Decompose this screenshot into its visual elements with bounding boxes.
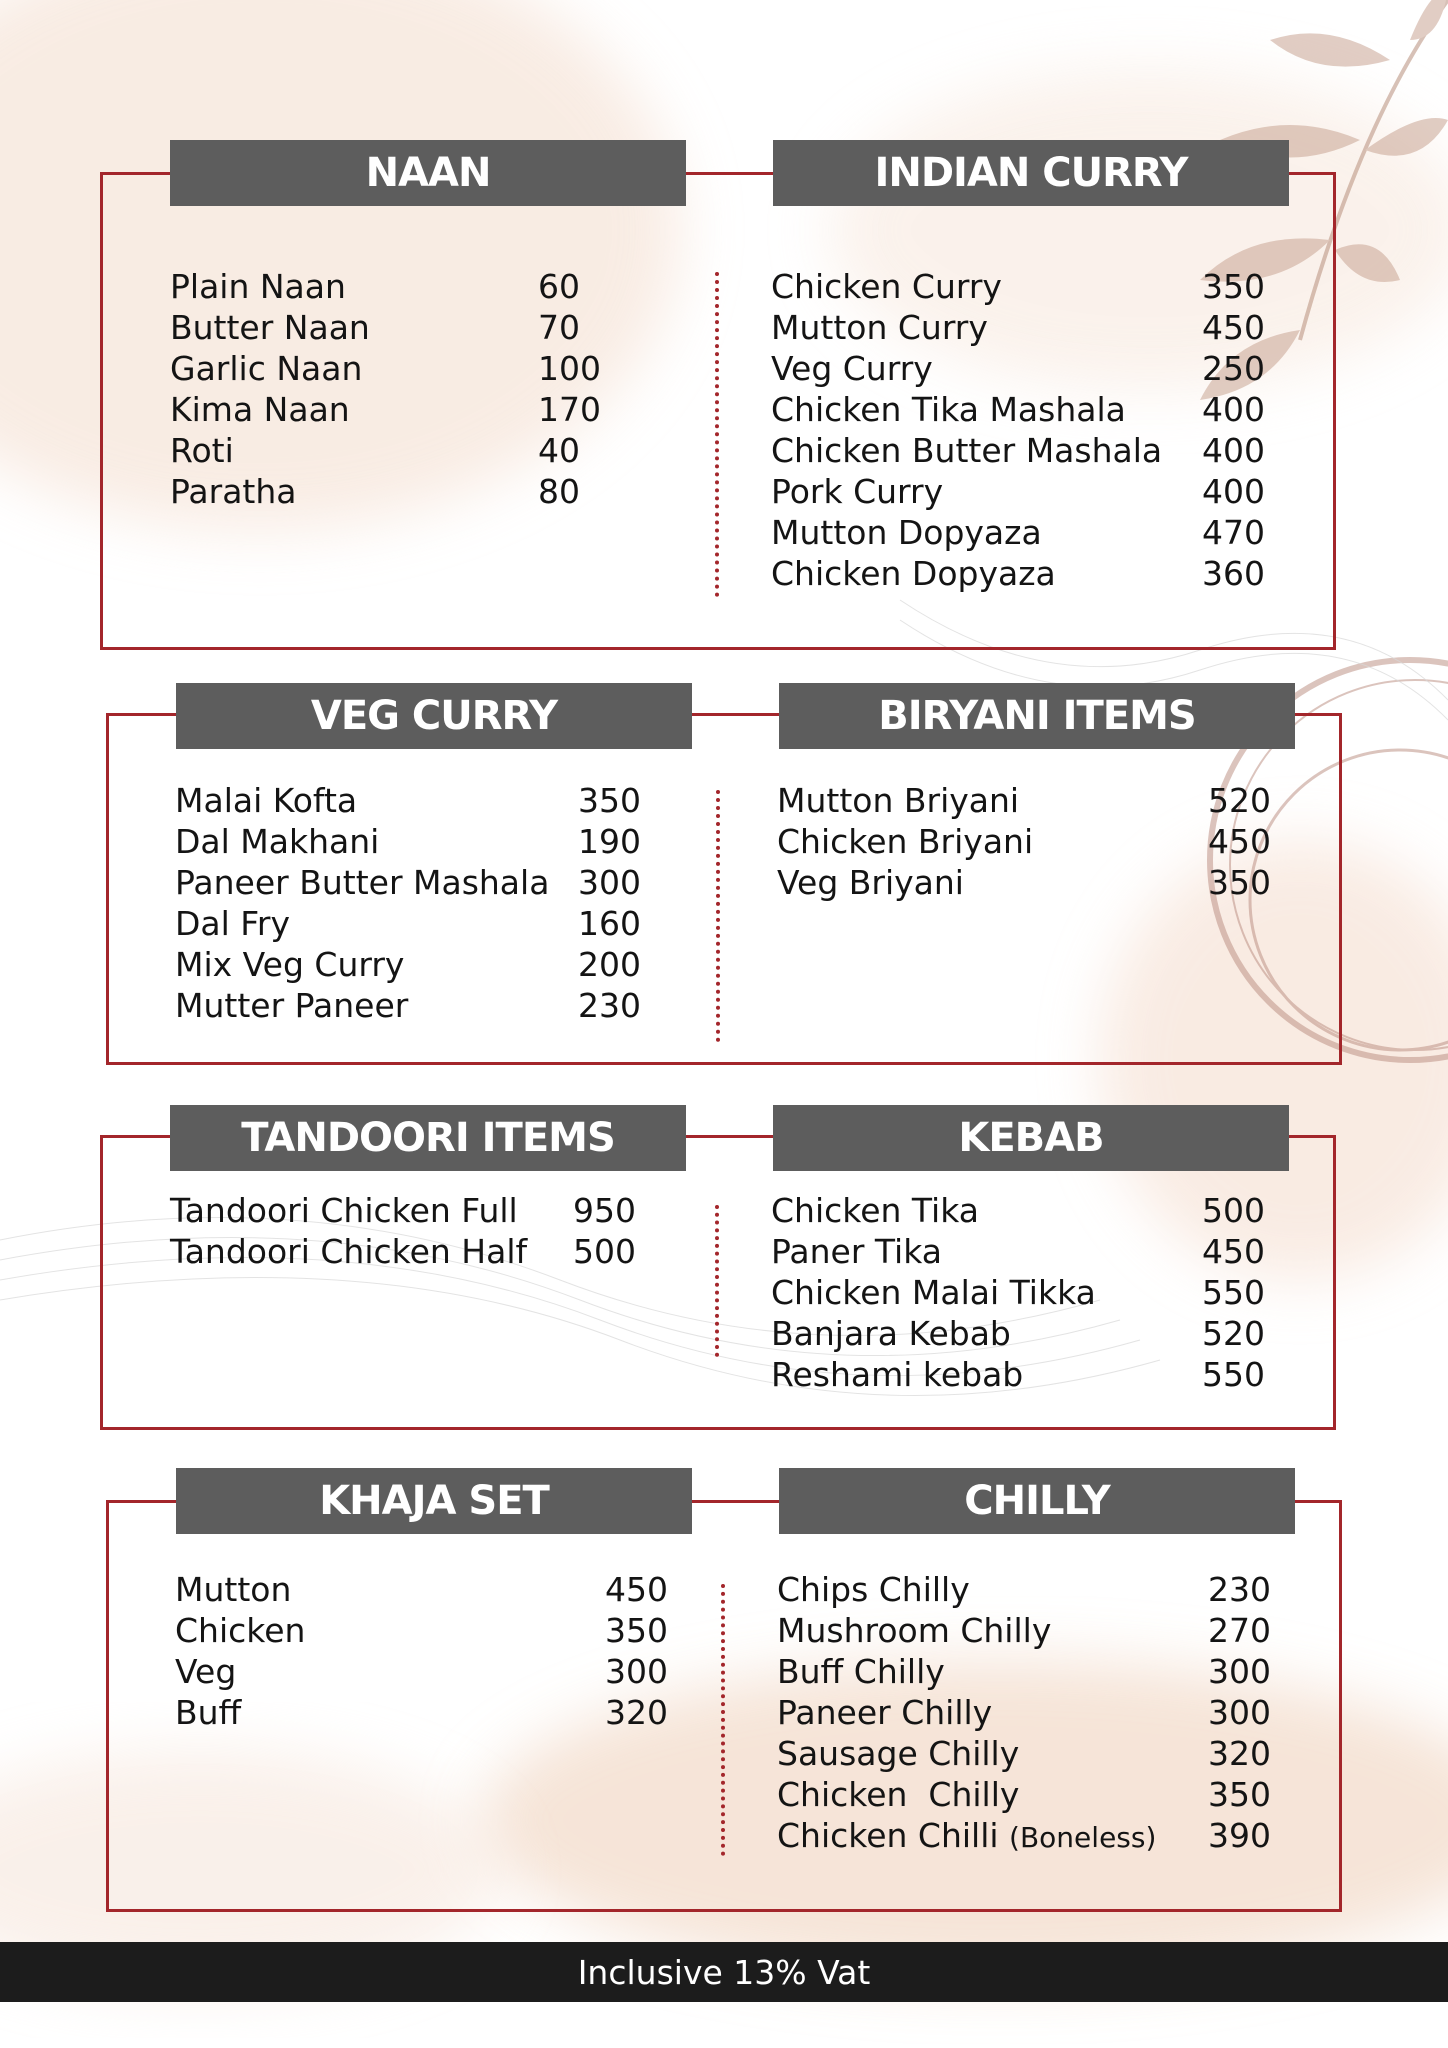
section-title: KHAJA SET — [176, 1468, 692, 1534]
item-price: 500 — [573, 1232, 636, 1271]
item-name: Butter Naan — [170, 308, 370, 347]
item-name: Pork Curry — [771, 472, 944, 511]
item-note: (Boneless) — [1009, 1821, 1157, 1854]
item-name: Chicken — [175, 1611, 306, 1650]
item-price: 300 — [578, 863, 641, 902]
menu-item — [170, 1231, 650, 1272]
menu-item — [771, 430, 1271, 471]
menu-item — [175, 985, 655, 1026]
item-name: Veg Briyani — [777, 863, 964, 902]
menu-list — [777, 1569, 1277, 1856]
menu-item — [771, 1354, 1271, 1395]
item-price: 520 — [1202, 1314, 1265, 1353]
menu-list — [175, 1569, 675, 1733]
menu-item — [170, 471, 610, 512]
menu-list — [170, 266, 610, 512]
item-name: Chicken Butter Mashala — [771, 431, 1163, 470]
item-price: 350 — [1208, 863, 1271, 902]
item-price: 400 — [1202, 472, 1265, 511]
menu-item — [771, 512, 1271, 553]
menu-list — [175, 780, 655, 1026]
item-name: Plain Naan — [170, 267, 346, 306]
menu-item — [777, 862, 1277, 903]
menu-item — [777, 1610, 1277, 1651]
dotted-divider — [721, 1584, 725, 1856]
vat-footer — [0, 1942, 1448, 2002]
section-title: INDIAN CURRY — [773, 140, 1289, 206]
menu-item — [777, 1774, 1277, 1815]
item-name: Mutter Paneer — [175, 986, 409, 1025]
menu-item — [170, 430, 610, 471]
item-name: Tandoori Chicken Full — [170, 1191, 518, 1230]
menu-item — [777, 1733, 1277, 1774]
section-title: CHILLY — [779, 1468, 1295, 1534]
menu-item — [771, 1313, 1271, 1354]
menu-item — [771, 348, 1271, 389]
item-price: 450 — [1208, 822, 1271, 861]
item-name: Chicken Chilly — [777, 1775, 1020, 1814]
item-price: 320 — [605, 1693, 668, 1732]
menu-list — [771, 1190, 1271, 1395]
menu-item — [170, 348, 610, 389]
item-price: 160 — [578, 904, 641, 943]
menu-item — [175, 780, 655, 821]
item-name: Chicken Tika — [771, 1191, 979, 1230]
dotted-divider — [715, 1205, 719, 1357]
item-price: 390 — [1208, 1816, 1271, 1855]
item-name: Paratha — [170, 472, 297, 511]
item-price: 400 — [1202, 431, 1265, 470]
item-name: Sausage Chilly — [777, 1734, 1020, 1773]
menu-item — [170, 266, 610, 307]
item-price: 230 — [1208, 1570, 1271, 1609]
section-title: BIRYANI ITEMS — [779, 683, 1295, 749]
item-name: Chicken Dopyaza — [771, 554, 1056, 593]
menu-item — [170, 307, 610, 348]
item-price: 100 — [538, 349, 601, 388]
item-price: 40 — [538, 431, 580, 470]
item-price: 550 — [1202, 1273, 1265, 1312]
section-title: KEBAB — [773, 1105, 1289, 1171]
item-name: Dal Fry — [175, 904, 290, 943]
menu-item — [175, 1610, 675, 1651]
item-name: Mutton Briyani — [777, 781, 1020, 820]
item-name: Tandoori Chicken Half — [170, 1232, 528, 1271]
item-price: 60 — [538, 267, 580, 306]
menu-list — [777, 780, 1277, 903]
item-name: Banjara Kebab — [771, 1314, 1011, 1353]
item-name: Chicken Tika Mashala — [771, 390, 1126, 429]
item-name: Mutton Curry — [771, 308, 988, 347]
item-name: Dal Makhani — [175, 822, 380, 861]
item-price: 320 — [1208, 1734, 1271, 1773]
dotted-divider — [715, 272, 719, 597]
item-price: 450 — [1202, 308, 1265, 347]
vat-note: Inclusive 13% Vat — [577, 1952, 871, 1992]
menu-item — [777, 1815, 1277, 1856]
item-price: 350 — [1202, 267, 1265, 306]
menu-item — [771, 471, 1271, 512]
item-name — [777, 1815, 1156, 1858]
menu-item — [771, 266, 1271, 307]
section-title: NAAN — [170, 140, 686, 206]
item-name: Mutton Dopyaza — [771, 513, 1042, 552]
item-price: 170 — [538, 390, 601, 429]
item-price: 450 — [605, 1570, 668, 1609]
item-name: Mix Veg Curry — [175, 945, 405, 984]
item-name: Chicken Briyani — [777, 822, 1034, 861]
item-name-text: Chicken Chilli — [777, 1816, 999, 1855]
item-price: 550 — [1202, 1355, 1265, 1394]
item-name: Veg — [175, 1652, 237, 1691]
section-title: VEG CURRY — [176, 683, 692, 749]
item-price: 200 — [578, 945, 641, 984]
item-name: Roti — [170, 431, 234, 470]
item-price: 300 — [1208, 1693, 1271, 1732]
item-price: 80 — [538, 472, 580, 511]
item-name: Buff — [175, 1693, 242, 1732]
menu-item — [777, 1569, 1277, 1610]
item-name: Paneer Chilly — [777, 1693, 993, 1732]
menu-item — [170, 1190, 650, 1231]
item-name: Chips Chilly — [777, 1570, 970, 1609]
item-name: Kima Naan — [170, 390, 350, 429]
item-price: 300 — [605, 1652, 668, 1691]
item-name: Paneer Butter Mashala — [175, 863, 550, 902]
menu-item — [771, 553, 1271, 594]
item-price: 950 — [573, 1191, 636, 1230]
item-price: 470 — [1202, 513, 1265, 552]
item-price: 360 — [1202, 554, 1265, 593]
item-name: Garlic Naan — [170, 349, 363, 388]
item-price: 190 — [578, 822, 641, 861]
menu-item — [771, 1272, 1271, 1313]
item-name: Chicken Malai Tikka — [771, 1273, 1096, 1312]
item-price: 250 — [1202, 349, 1265, 388]
item-price: 450 — [1202, 1232, 1265, 1271]
dotted-divider — [716, 790, 720, 1042]
item-price: 270 — [1208, 1611, 1271, 1650]
item-name: Malai Kofta — [175, 781, 358, 820]
item-price: 230 — [578, 986, 641, 1025]
item-name: Mutton — [175, 1570, 292, 1609]
item-name: Reshami kebab — [771, 1355, 1024, 1394]
menu-item — [175, 903, 655, 944]
menu-item — [777, 821, 1277, 862]
item-price: 350 — [1208, 1775, 1271, 1814]
menu-item — [771, 389, 1271, 430]
menu-item — [175, 862, 655, 903]
menu-item — [771, 307, 1271, 348]
item-price: 400 — [1202, 390, 1265, 429]
menu-list — [170, 1190, 650, 1272]
menu-item — [175, 1569, 675, 1610]
section-title: TANDOORI ITEMS — [170, 1105, 686, 1171]
item-price: 350 — [605, 1611, 668, 1650]
item-name: Chicken Curry — [771, 267, 1002, 306]
menu-item — [175, 1692, 675, 1733]
menu-item — [777, 780, 1277, 821]
menu-item — [175, 821, 655, 862]
item-name: Buff Chilly — [777, 1652, 945, 1691]
item-name: Paner Tika — [771, 1232, 942, 1271]
menu-item — [170, 389, 610, 430]
menu-item — [175, 1651, 675, 1692]
item-name: Veg Curry — [771, 349, 933, 388]
item-price: 520 — [1208, 781, 1271, 820]
item-price: 350 — [578, 781, 641, 820]
menu-item — [771, 1190, 1271, 1231]
item-price: 70 — [538, 308, 580, 347]
item-price: 500 — [1202, 1191, 1265, 1230]
menu-item — [777, 1651, 1277, 1692]
item-price: 300 — [1208, 1652, 1271, 1691]
item-name: Mushroom Chilly — [777, 1611, 1052, 1650]
menu-item — [777, 1692, 1277, 1733]
menu-item — [771, 1231, 1271, 1272]
menu-item — [175, 944, 655, 985]
menu-list — [771, 266, 1271, 594]
